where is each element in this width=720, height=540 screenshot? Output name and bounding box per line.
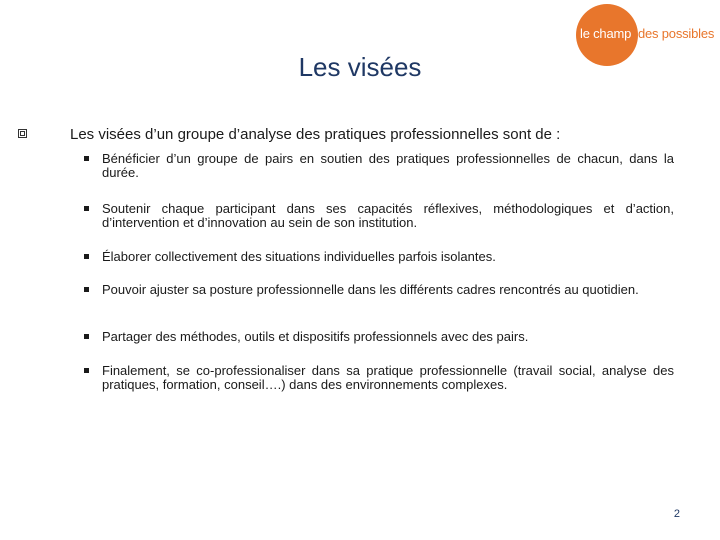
logo-text-part2: des possibles (638, 26, 715, 41)
bullet-icon (84, 206, 89, 211)
list-item-text: Finalement, se co-professionaliser dans sa pratique professionnelle (travail social, analyse des pratiques, formation, conseil….) dans des environnements complexes. (102, 363, 674, 392)
list-item-text: Partager des méthodes, outils et dispositifs professionnels avec des pairs. (102, 329, 529, 344)
list-item-text: Bénéficier d’un groupe de pairs en soutien des pratiques professionnelles de chacun, dans la durée. (102, 151, 674, 180)
lead-text: Les visées d’un groupe d’analyse des pratiques professionnelles sont de : (70, 126, 561, 143)
page-number: 2 (673, 508, 680, 520)
list-item-text: Élaborer collectivement des situations individuelles parfois isolantes. (102, 249, 496, 264)
bullet-icon (84, 254, 89, 259)
slide-title: Les visées (298, 52, 422, 82)
list-item-text: Soutenir chaque participant dans ses capacités réflexives, méthodologiques et d’action, d’intervention et d’innovation au sein de son institution. (102, 201, 674, 230)
bullet-icon (84, 156, 89, 161)
logo-text-part1: le champ (580, 26, 632, 41)
square-bullet-icon (18, 129, 27, 138)
list-item-text: Pouvoir ajuster sa posture professionnelle dans les différents cadres rencontrés au quotidien. (102, 282, 639, 297)
bullet-icon (84, 368, 89, 373)
bullet-icon (84, 287, 89, 292)
bullet-icon (84, 334, 89, 339)
